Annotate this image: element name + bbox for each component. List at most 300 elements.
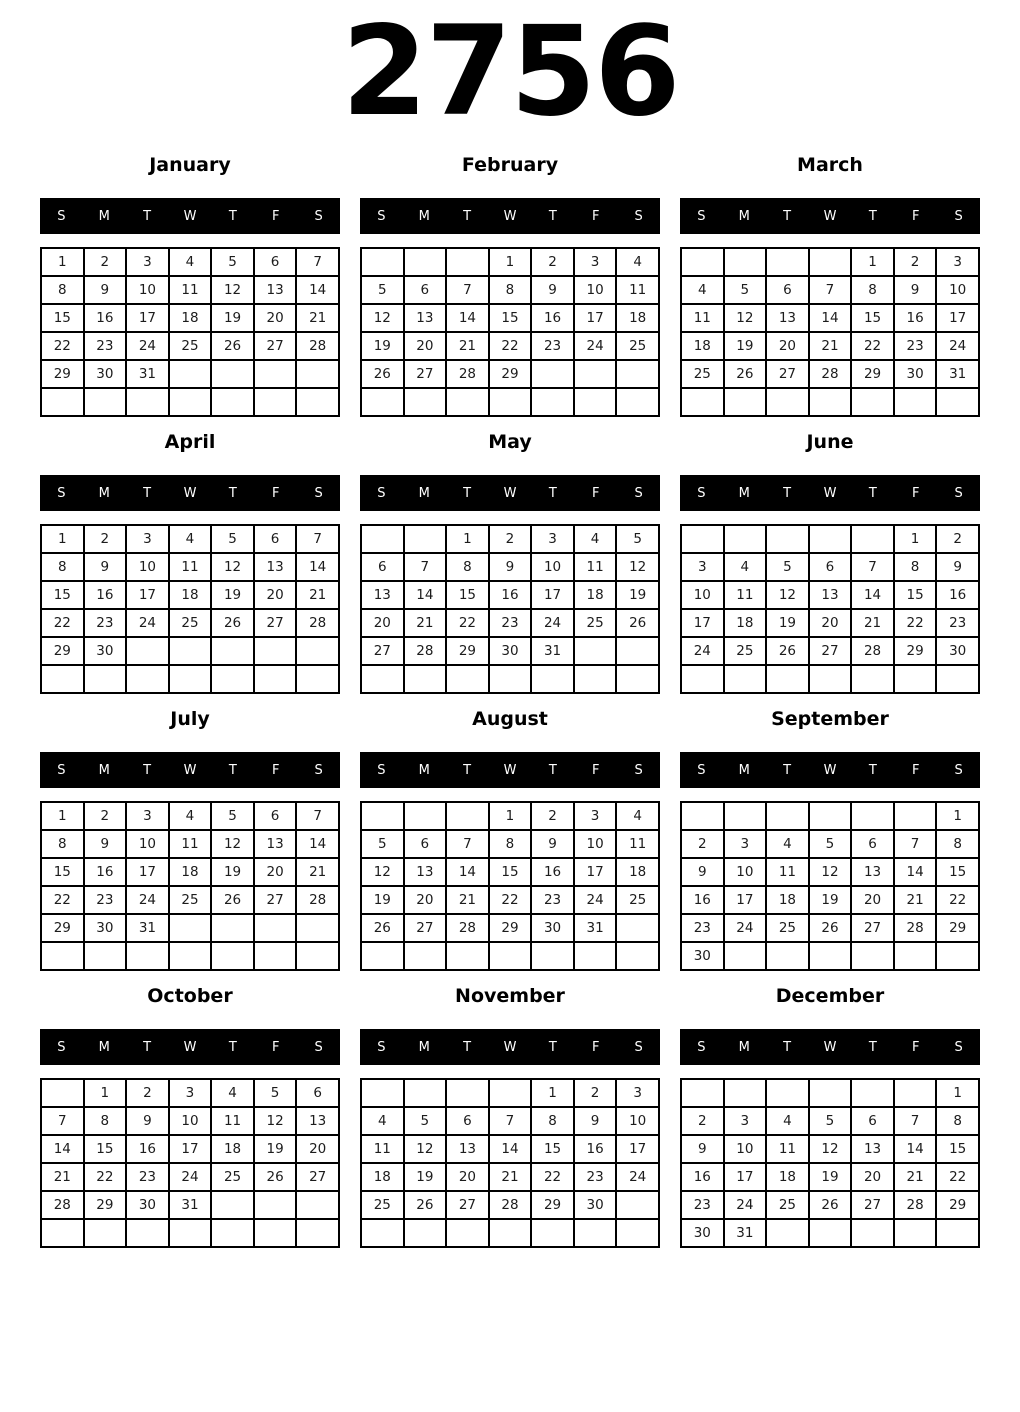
weekday-label: T	[143, 762, 152, 778]
day-cell: 20	[254, 581, 297, 609]
day-cell	[936, 1219, 979, 1247]
day-cell: 6	[766, 276, 809, 304]
day-cell: 9	[681, 1135, 724, 1163]
day-cell: 20	[296, 1135, 339, 1163]
day-cell	[361, 802, 404, 830]
day-cell	[254, 637, 297, 665]
day-cell: 12	[809, 1135, 852, 1163]
day-cell: 18	[211, 1135, 254, 1163]
day-cell: 16	[84, 858, 127, 886]
day-cell: 21	[894, 1163, 937, 1191]
day-cell: 23	[126, 1163, 169, 1191]
weekday-label: S	[314, 1039, 323, 1055]
day-cell	[681, 525, 724, 553]
month-name: June	[806, 431, 854, 453]
day-cell	[724, 802, 767, 830]
day-cell: 20	[404, 332, 447, 360]
weekday-label: S	[57, 485, 66, 501]
week-row	[681, 581, 979, 609]
day-cell: 14	[296, 276, 339, 304]
day-cell: 27	[254, 886, 297, 914]
day-cell: 28	[404, 637, 447, 665]
day-cell: 11	[616, 276, 659, 304]
day-cell	[126, 942, 169, 970]
day-cell: 20	[851, 886, 894, 914]
month-name: February	[461, 154, 559, 176]
day-cell	[169, 360, 212, 388]
day-cell: 27	[404, 360, 447, 388]
weekday-label: T	[228, 762, 237, 778]
day-cell: 15	[84, 1135, 127, 1163]
weekday-label: F	[591, 1039, 600, 1055]
day-cell: 1	[894, 525, 937, 553]
day-cell: 21	[851, 609, 894, 637]
day-cell: 3	[681, 553, 724, 581]
week-row	[41, 276, 339, 304]
day-cell: 31	[126, 914, 169, 942]
weekday-label: T	[783, 485, 792, 501]
day-cell: 5	[809, 830, 852, 858]
day-cell: 22	[41, 332, 84, 360]
day-cell	[724, 942, 767, 970]
week-row	[681, 1191, 979, 1219]
day-cell: 7	[809, 276, 852, 304]
day-cell	[169, 388, 212, 416]
day-cell: 5	[724, 276, 767, 304]
month-block	[360, 708, 660, 971]
day-cell: 11	[681, 304, 724, 332]
day-cell: 18	[169, 581, 212, 609]
day-cell: 9	[894, 276, 937, 304]
day-cell: 22	[851, 332, 894, 360]
day-cell: 9	[126, 1107, 169, 1135]
day-cell: 27	[296, 1163, 339, 1191]
day-cell: 4	[766, 830, 809, 858]
day-cell: 20	[766, 332, 809, 360]
day-grid-body	[681, 525, 979, 693]
day-cell	[84, 388, 127, 416]
day-cell: 26	[809, 914, 852, 942]
day-cell	[851, 942, 894, 970]
month-block	[680, 985, 980, 1248]
day-cell: 5	[254, 1079, 297, 1107]
week-row	[361, 1135, 659, 1163]
day-cell: 15	[936, 858, 979, 886]
day-cell	[126, 388, 169, 416]
day-cell: 13	[361, 581, 404, 609]
day-cell	[766, 248, 809, 276]
day-cell: 17	[126, 581, 169, 609]
day-cell: 30	[84, 914, 127, 942]
day-cell: 11	[616, 830, 659, 858]
day-cell: 3	[126, 802, 169, 830]
day-cell: 29	[489, 914, 532, 942]
day-cell	[724, 525, 767, 553]
day-cell	[809, 525, 852, 553]
weekday-label: S	[954, 208, 963, 224]
day-cell: 24	[169, 1163, 212, 1191]
weekday-label: F	[271, 208, 280, 224]
weekday-label: W	[503, 485, 517, 501]
day-cell: 4	[616, 802, 659, 830]
day-cell: 14	[809, 304, 852, 332]
day-cell: 31	[126, 360, 169, 388]
weekday-label: S	[314, 208, 323, 224]
weekday-label: M	[418, 762, 430, 778]
week-row	[361, 248, 659, 276]
week-row	[361, 581, 659, 609]
day-cell: 21	[809, 332, 852, 360]
day-cell	[41, 1079, 84, 1107]
day-cell: 30	[681, 1219, 724, 1247]
day-cell	[361, 1219, 404, 1247]
weekday-label: T	[548, 1039, 557, 1055]
day-cell: 25	[766, 1191, 809, 1219]
weekday-label: M	[738, 1039, 750, 1055]
day-cell: 14	[404, 581, 447, 609]
day-cell: 22	[936, 1163, 979, 1191]
month-name: October	[147, 985, 233, 1007]
day-cell: 8	[936, 1107, 979, 1135]
weekday-label: F	[911, 762, 920, 778]
day-cell: 22	[894, 609, 937, 637]
month-block	[360, 985, 660, 1248]
weekday-label: W	[823, 762, 837, 778]
day-cell	[766, 388, 809, 416]
day-cell: 7	[894, 830, 937, 858]
day-cell: 23	[681, 1191, 724, 1219]
day-cell: 24	[616, 1163, 659, 1191]
weekday-label: F	[271, 485, 280, 501]
day-cell	[809, 1079, 852, 1107]
week-row	[681, 360, 979, 388]
day-cell	[574, 1219, 617, 1247]
day-cell: 1	[446, 525, 489, 553]
day-cell	[809, 1219, 852, 1247]
day-cell: 12	[809, 858, 852, 886]
week-row	[681, 802, 979, 830]
day-cell: 22	[489, 332, 532, 360]
day-cell	[41, 1219, 84, 1247]
day-cell	[404, 802, 447, 830]
day-cell: 27	[404, 914, 447, 942]
weekday-label: T	[463, 208, 472, 224]
day-grid-body	[361, 1079, 659, 1247]
day-cell: 27	[254, 609, 297, 637]
day-grid	[40, 801, 340, 971]
month-block	[40, 431, 340, 694]
week-row	[681, 304, 979, 332]
day-cell: 8	[41, 276, 84, 304]
day-cell: 18	[724, 609, 767, 637]
month-block	[40, 985, 340, 1248]
day-cell: 15	[894, 581, 937, 609]
day-cell: 10	[681, 581, 724, 609]
day-cell	[296, 942, 339, 970]
day-cell: 24	[126, 332, 169, 360]
day-cell: 4	[681, 276, 724, 304]
day-cell: 18	[681, 332, 724, 360]
week-row	[681, 553, 979, 581]
day-cell: 28	[446, 360, 489, 388]
day-cell: 8	[41, 553, 84, 581]
day-cell: 20	[851, 1163, 894, 1191]
day-cell: 15	[936, 1135, 979, 1163]
weekday-label: S	[57, 762, 66, 778]
day-cell: 11	[766, 1135, 809, 1163]
day-cell	[766, 802, 809, 830]
day-cell: 4	[616, 248, 659, 276]
day-cell: 30	[489, 637, 532, 665]
day-cell	[41, 665, 84, 693]
day-cell: 29	[936, 1191, 979, 1219]
day-cell: 19	[211, 304, 254, 332]
day-grid-body	[681, 248, 979, 416]
week-row	[41, 581, 339, 609]
day-cell: 19	[809, 886, 852, 914]
day-cell: 23	[84, 609, 127, 637]
day-cell	[169, 914, 212, 942]
week-row	[361, 1191, 659, 1219]
day-cell	[211, 914, 254, 942]
day-cell: 8	[41, 830, 84, 858]
day-cell	[809, 802, 852, 830]
day-cell	[211, 637, 254, 665]
weekday-label: W	[183, 762, 197, 778]
day-cell	[894, 802, 937, 830]
day-cell: 15	[446, 581, 489, 609]
day-cell: 14	[296, 830, 339, 858]
day-cell: 13	[404, 858, 447, 886]
day-cell	[616, 665, 659, 693]
day-cell: 2	[84, 802, 127, 830]
day-cell: 10	[169, 1107, 212, 1135]
day-cell: 1	[84, 1079, 127, 1107]
month-name: August	[472, 708, 548, 730]
day-cell: 30	[894, 360, 937, 388]
day-cell: 10	[574, 276, 617, 304]
month-block	[680, 154, 980, 417]
day-cell: 22	[84, 1163, 127, 1191]
day-cell: 3	[126, 525, 169, 553]
day-cell: 31	[169, 1191, 212, 1219]
day-grid	[680, 801, 980, 971]
week-row	[681, 942, 979, 970]
day-cell: 4	[211, 1079, 254, 1107]
day-cell: 17	[574, 304, 617, 332]
day-cell: 12	[724, 304, 767, 332]
day-cell: 4	[724, 553, 767, 581]
day-cell: 3	[574, 802, 617, 830]
day-cell	[254, 942, 297, 970]
weekday-header-row	[360, 475, 660, 511]
weekday-label: T	[548, 485, 557, 501]
day-cell: 28	[894, 1191, 937, 1219]
weekday-label: S	[634, 485, 643, 501]
day-cell: 2	[894, 248, 937, 276]
weekday-label: W	[823, 208, 837, 224]
month-name: July	[170, 708, 210, 730]
day-cell: 29	[489, 360, 532, 388]
day-cell	[616, 360, 659, 388]
month-block	[360, 431, 660, 694]
day-cell: 8	[446, 553, 489, 581]
day-grid-body	[41, 1079, 339, 1247]
day-cell: 27	[851, 914, 894, 942]
day-cell: 18	[361, 1163, 404, 1191]
weekday-header-row	[40, 198, 340, 234]
day-cell: 18	[616, 858, 659, 886]
day-cell: 17	[169, 1135, 212, 1163]
day-cell: 2	[574, 1079, 617, 1107]
day-cell: 21	[296, 581, 339, 609]
day-cell: 26	[211, 609, 254, 637]
day-grid-body	[681, 1079, 979, 1247]
day-cell: 17	[936, 304, 979, 332]
day-cell	[894, 1079, 937, 1107]
day-cell: 25	[211, 1163, 254, 1191]
day-cell: 7	[894, 1107, 937, 1135]
day-cell	[404, 1079, 447, 1107]
day-cell: 3	[126, 248, 169, 276]
month-name: January	[149, 154, 231, 176]
week-row	[361, 858, 659, 886]
day-cell: 21	[489, 1163, 532, 1191]
day-grid	[40, 1078, 340, 1248]
day-cell: 16	[936, 581, 979, 609]
day-cell: 1	[936, 1079, 979, 1107]
day-cell	[936, 942, 979, 970]
day-cell: 1	[531, 1079, 574, 1107]
day-cell: 18	[574, 581, 617, 609]
day-cell: 19	[254, 1135, 297, 1163]
day-cell	[446, 248, 489, 276]
week-row	[41, 525, 339, 553]
day-cell: 17	[126, 858, 169, 886]
day-cell: 20	[809, 609, 852, 637]
weekday-label: T	[143, 1039, 152, 1055]
week-row	[41, 332, 339, 360]
day-cell: 1	[489, 248, 532, 276]
day-cell	[809, 388, 852, 416]
day-cell	[84, 665, 127, 693]
week-row	[41, 858, 339, 886]
day-cell: 17	[724, 1163, 767, 1191]
weekday-label: T	[463, 762, 472, 778]
day-cell	[851, 388, 894, 416]
day-cell	[574, 388, 617, 416]
day-cell: 21	[41, 1163, 84, 1191]
day-cell	[404, 665, 447, 693]
day-cell: 14	[446, 858, 489, 886]
day-cell	[254, 1191, 297, 1219]
day-cell	[489, 388, 532, 416]
week-row	[41, 1219, 339, 1247]
day-cell: 7	[446, 276, 489, 304]
weekday-label: S	[377, 762, 386, 778]
day-cell: 23	[531, 332, 574, 360]
day-cell: 25	[169, 886, 212, 914]
day-cell	[296, 914, 339, 942]
weekday-label: T	[143, 208, 152, 224]
day-cell: 16	[531, 858, 574, 886]
day-cell: 14	[489, 1135, 532, 1163]
month-block	[680, 431, 980, 694]
day-cell: 6	[851, 1107, 894, 1135]
day-cell: 9	[936, 553, 979, 581]
day-grid-body	[681, 802, 979, 970]
day-grid-body	[361, 802, 659, 970]
day-cell: 23	[894, 332, 937, 360]
weekday-label: W	[823, 1039, 837, 1055]
day-cell: 28	[489, 1191, 532, 1219]
day-cell: 3	[724, 830, 767, 858]
day-cell	[404, 1219, 447, 1247]
day-cell: 4	[169, 802, 212, 830]
day-grid-body	[361, 525, 659, 693]
day-cell: 2	[489, 525, 532, 553]
day-cell	[894, 388, 937, 416]
day-cell	[681, 388, 724, 416]
day-cell: 9	[681, 858, 724, 886]
day-cell: 14	[851, 581, 894, 609]
day-cell: 2	[126, 1079, 169, 1107]
day-cell: 21	[446, 886, 489, 914]
day-cell: 27	[446, 1191, 489, 1219]
week-row	[361, 830, 659, 858]
day-cell	[851, 1219, 894, 1247]
day-cell: 12	[211, 830, 254, 858]
day-cell: 10	[574, 830, 617, 858]
day-cell: 19	[766, 609, 809, 637]
day-cell: 30	[126, 1191, 169, 1219]
weekday-label: F	[591, 762, 600, 778]
day-cell: 9	[531, 276, 574, 304]
day-cell: 15	[531, 1135, 574, 1163]
day-cell: 5	[211, 525, 254, 553]
day-cell: 7	[489, 1107, 532, 1135]
day-cell: 16	[84, 581, 127, 609]
day-cell: 30	[681, 942, 724, 970]
day-cell: 8	[531, 1107, 574, 1135]
day-cell	[211, 1219, 254, 1247]
day-cell: 10	[936, 276, 979, 304]
weekday-label: F	[591, 485, 600, 501]
weekday-label: M	[98, 485, 110, 501]
day-cell	[766, 942, 809, 970]
day-cell: 15	[41, 858, 84, 886]
day-cell: 11	[169, 553, 212, 581]
day-cell	[851, 1079, 894, 1107]
day-cell: 2	[531, 802, 574, 830]
day-cell: 8	[851, 276, 894, 304]
day-cell: 25	[766, 914, 809, 942]
day-cell: 16	[681, 886, 724, 914]
day-cell: 9	[489, 553, 532, 581]
weekday-header-row	[360, 752, 660, 788]
day-cell: 20	[361, 609, 404, 637]
day-cell: 5	[211, 248, 254, 276]
weekday-label: S	[954, 1039, 963, 1055]
day-cell: 24	[531, 609, 574, 637]
week-row	[361, 1107, 659, 1135]
day-cell: 1	[936, 802, 979, 830]
weekday-header-row	[680, 752, 980, 788]
day-cell: 7	[851, 553, 894, 581]
day-cell: 30	[936, 637, 979, 665]
day-cell	[126, 637, 169, 665]
weekday-label: T	[868, 762, 877, 778]
